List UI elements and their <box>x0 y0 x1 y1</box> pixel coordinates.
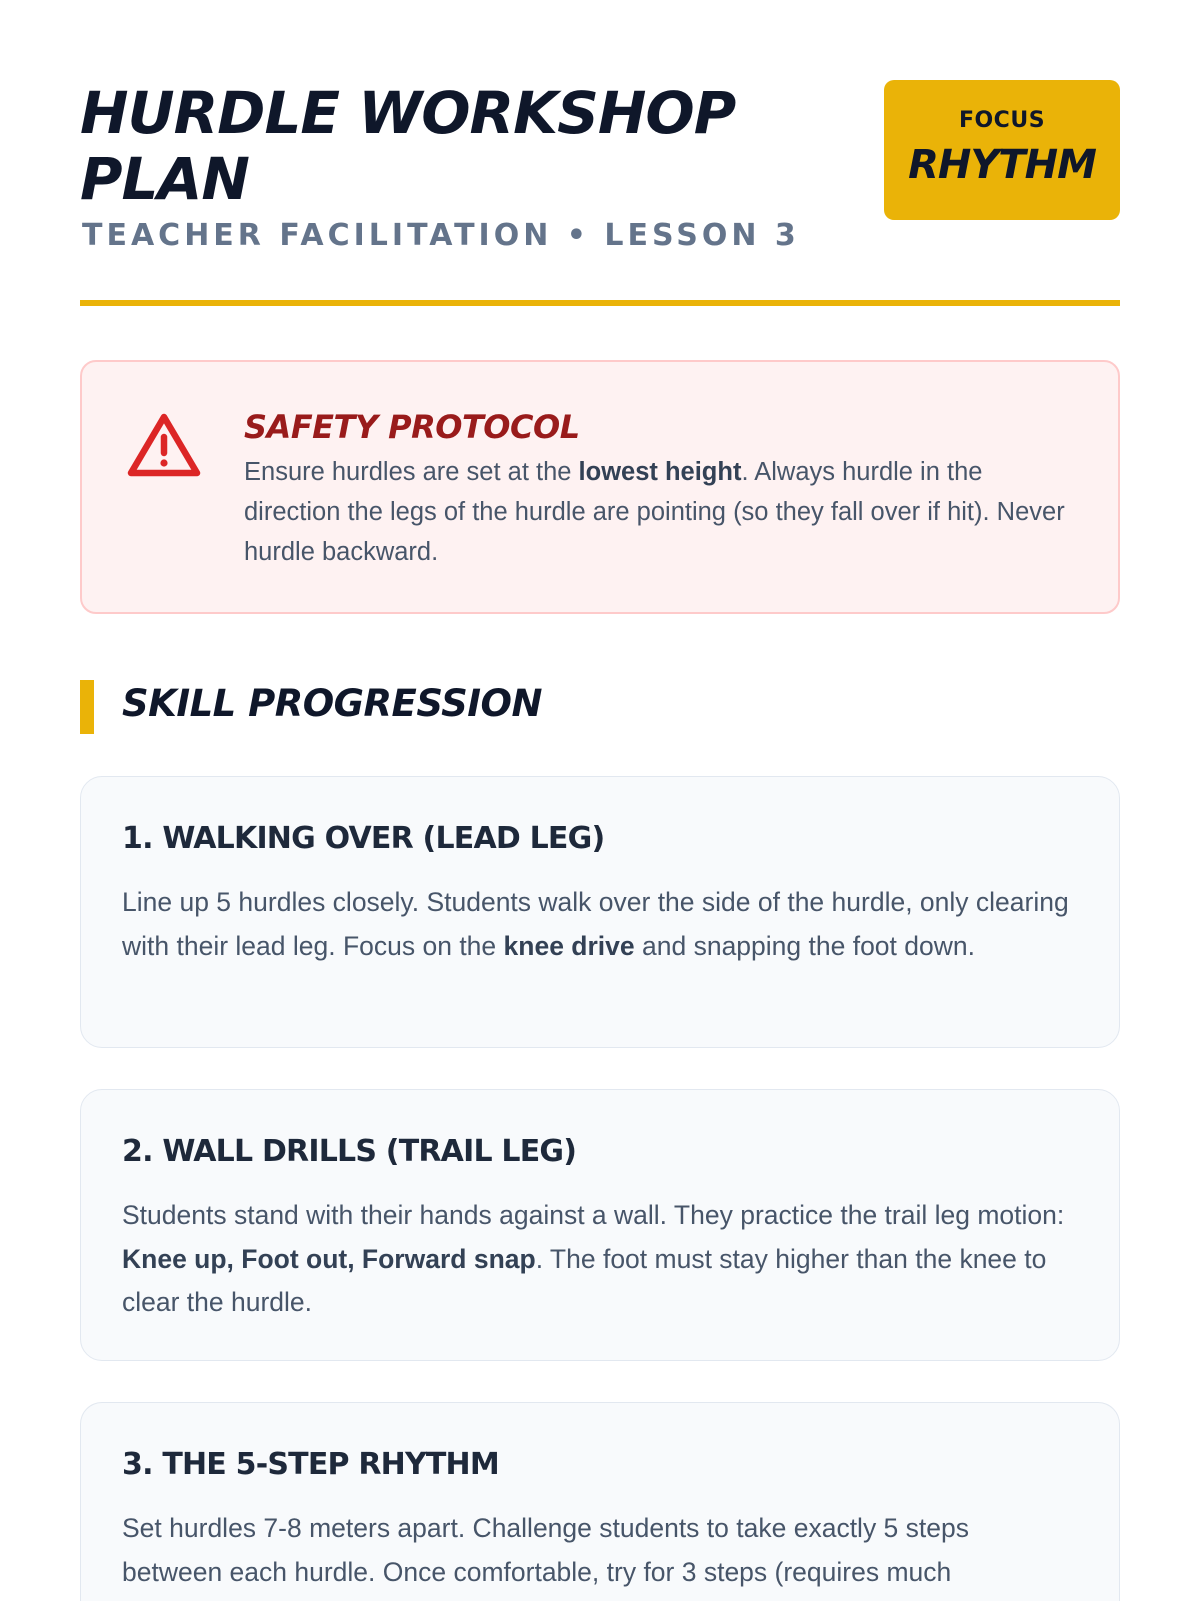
focus-badge <box>884 80 1120 220</box>
safety-body-emphasis: lowest height <box>578 458 742 486</box>
step-card <box>80 1089 1120 1361</box>
step-title: 1. WALKING OVER (LEAD LEG) <box>122 821 605 856</box>
safety-body-text-end: . Always hurdle in the direction the legs of the hurdle are pointing (so they fall over if hit). Never hurdle backward. <box>244 458 1065 566</box>
safety-body-text-start: Ensure hurdles are set at the <box>244 458 579 486</box>
step-body-text-end: . The foot must stay higher than the knee to clear the hurdle. <box>122 1243 1047 1317</box>
step-title: 2. WALL DRILLS (TRAIL LEG) <box>122 1134 577 1169</box>
safety-protocol-callout <box>80 360 1120 614</box>
step-body-text-start: Line up 5 hurdles closely. Students walk over the side of the hurdle, only clearing with their lead leg. Focus on the <box>122 887 1069 961</box>
step-body <box>122 1507 1072 1594</box>
page-header <box>80 80 1120 304</box>
step-body-text-start: Set hurdles 7-8 meters apart. Challenge students to take exactly 5 steps between each hurdle. Once comfortable, try for 3 steps (requires much <box>122 1513 969 1587</box>
safety-body <box>244 452 1074 572</box>
warning-triangle-icon <box>127 412 201 478</box>
step-body-emphasis: knee drive <box>503 930 635 961</box>
section-title: SKILL PROGRESSION <box>122 682 542 725</box>
safety-title: SAFETY PROTOCOL <box>244 408 580 446</box>
section-accent-bar <box>80 680 94 734</box>
step-title: 3. THE 5-STEP RHYTHM <box>122 1447 499 1482</box>
step-body-text-start: Students stand with their hands against a wall. They practice the trail leg motion: <box>122 1200 1065 1230</box>
focus-value: RHYTHM <box>908 142 1096 188</box>
step-card <box>80 1402 1120 1601</box>
step-body-emphasis: Knee up, Foot out, Forward snap <box>122 1243 536 1274</box>
step-body <box>122 881 1072 968</box>
focus-label: FOCUS <box>958 108 1046 133</box>
step-body <box>122 1194 1072 1325</box>
header-divider <box>80 300 1120 306</box>
page-subtitle: TEACHER FACILITATION • LESSON 3 <box>82 218 800 253</box>
step-body-text-end: and snapping the foot down. <box>634 930 975 961</box>
step-card <box>80 776 1120 1048</box>
page-title: HURDLE WORKSHOP PLAN <box>80 79 736 213</box>
